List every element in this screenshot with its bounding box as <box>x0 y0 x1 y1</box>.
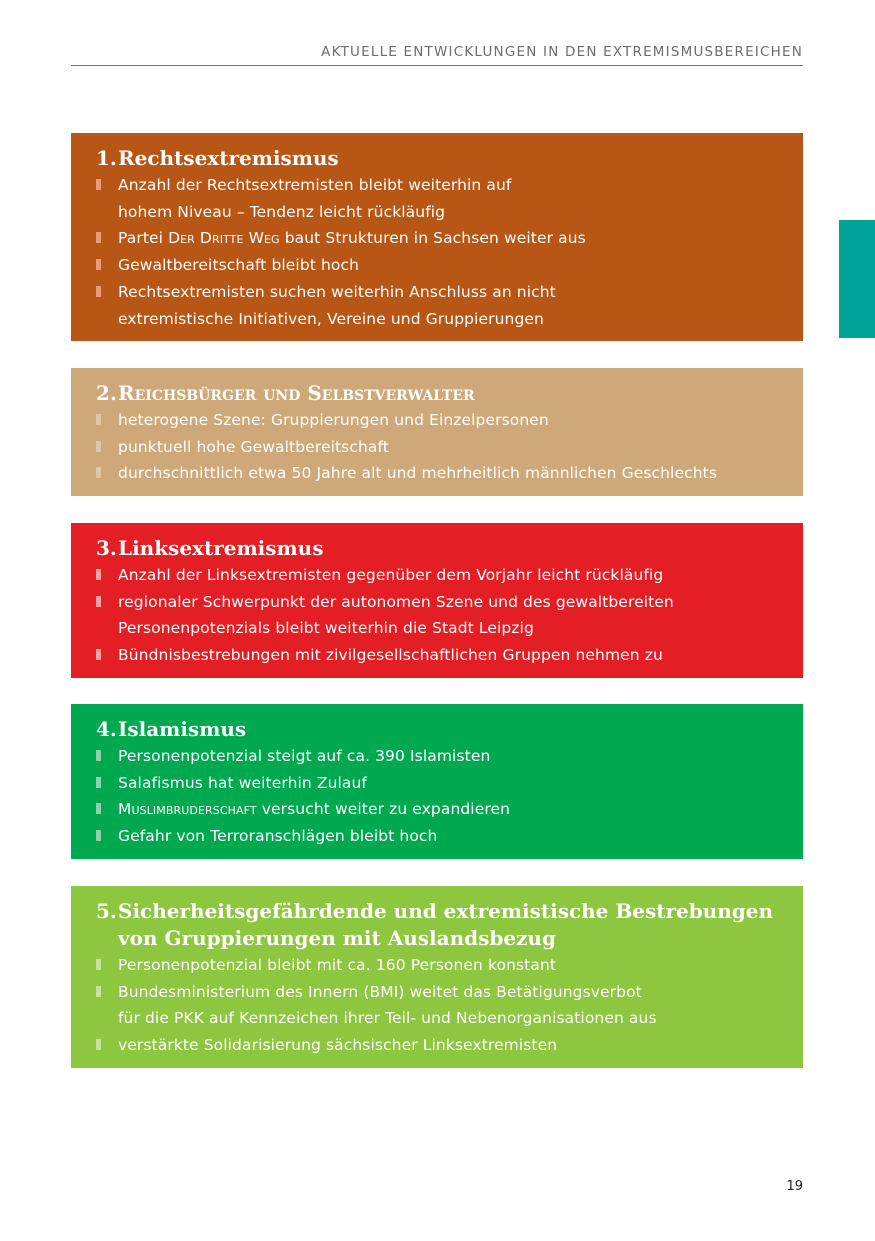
list-item <box>96 460 793 487</box>
section-title <box>96 898 793 952</box>
list-item <box>96 770 793 797</box>
bullet-icon <box>96 777 101 788</box>
bullet-icon <box>96 750 101 761</box>
section-title <box>96 535 793 562</box>
item-line: Anzahl der Rechtsextremisten bleibt weiterhin auf <box>118 176 512 194</box>
item-line: Anzahl der Linksextremisten gegenüber dem Vorjahr leicht rückläufig <box>118 566 664 584</box>
item-line: regionaler Schwerpunkt der autonomen Szene und des gewaltbereiten <box>118 592 674 611</box>
list-item <box>96 252 793 279</box>
list-item <box>96 434 793 461</box>
section-title-text <box>118 898 793 952</box>
list-item <box>96 172 793 225</box>
running-header: AKTUELLE ENTWICKLUNGEN IN DEN EXTREMISMUSBEREICHEN <box>321 44 803 60</box>
section-number: 3. <box>96 536 117 560</box>
item-line: Personenpotenzial steigt auf ca. 390 Islamisten <box>118 747 491 765</box>
bullet-icon <box>96 179 101 190</box>
list-item <box>96 562 793 589</box>
section-title-text: Linksextremismus <box>118 536 324 560</box>
list-item <box>96 1032 793 1059</box>
list-item <box>96 979 793 1032</box>
bullet-icon <box>96 414 101 425</box>
title-line: Sicherheitsgefährdende und extremistische Bestrebungen <box>118 899 774 923</box>
bullet-list <box>96 172 793 332</box>
section-rechtsextremismus <box>71 133 803 341</box>
title-line: von Gruppierungen mit Auslandsbezug <box>118 926 556 950</box>
item-text: baut Strukturen in Sachsen weiter aus <box>279 229 586 248</box>
bullet-list <box>96 743 793 850</box>
list-item <box>96 952 793 979</box>
section-title-text: Islamismus <box>118 717 247 741</box>
bullet-icon <box>96 232 101 243</box>
party-name: Der Dritte Weg <box>168 229 280 248</box>
page-number: 19 <box>786 1179 803 1194</box>
item-line: Salafismus hat weiterhin Zulauf <box>118 773 367 792</box>
section-title <box>96 380 793 407</box>
section-number: 5. <box>96 899 117 923</box>
item-line: Rechtsextremisten suchen weiterhin Anschluss an nicht <box>118 282 556 301</box>
section-number: 1. <box>96 146 117 170</box>
bullet-icon <box>96 467 101 478</box>
section-reichsbuerger <box>71 368 803 496</box>
organisation-name: Muslimbruderschaft <box>118 800 257 819</box>
bullet-icon <box>96 286 101 297</box>
section-islamismus <box>71 704 803 859</box>
item-line: Gewaltbereitschaft bleibt hoch <box>118 256 360 275</box>
list-item <box>96 642 793 669</box>
list-item <box>96 589 793 642</box>
list-item <box>96 225 793 252</box>
section-auslandsbezug <box>71 886 803 1068</box>
bullet-list <box>96 952 793 1059</box>
bullet-icon <box>96 959 101 970</box>
bullet-icon <box>96 830 101 841</box>
section-title-text: Reichsbürger und Selbstverwalter <box>118 381 475 405</box>
item-text: versucht weiter zu expandieren <box>256 800 511 819</box>
bullet-icon <box>96 803 101 814</box>
bullet-list <box>96 407 793 487</box>
item-line: heterogene Szene: Gruppierungen und Einzelpersonen <box>118 411 549 429</box>
list-item <box>96 279 793 332</box>
section-linksextremismus <box>71 523 803 678</box>
bullet-icon <box>96 986 101 997</box>
bullet-icon <box>96 569 101 580</box>
section-title <box>96 716 793 743</box>
bullet-list <box>96 562 793 669</box>
item-line: Bundesministerium des Innern (BMI) weitet das Betätigungsverbot <box>118 982 642 1001</box>
header-rule <box>71 65 803 66</box>
item-line: Gefahr von Terroranschlägen bleibt hoch <box>118 827 438 846</box>
section-number: 4. <box>96 717 117 741</box>
section-number: 2. <box>96 381 117 405</box>
bullet-icon <box>96 441 101 452</box>
section-title <box>96 145 793 172</box>
list-item <box>96 743 793 770</box>
item-line: Bündnisbestrebungen mit zivilgesellschaftlichen Gruppen nehmen zu <box>118 646 663 665</box>
item-line: verstärkte Solidarisierung sächsischer Linksextremisten <box>118 1036 558 1055</box>
item-line: punktuell hohe Gewaltbereitschaft <box>118 437 389 456</box>
item-line: für die PKK auf Kennzeichen ihrer Teil- und Nebenorganisationen aus <box>118 1009 657 1028</box>
list-item <box>96 407 793 434</box>
bullet-icon <box>96 596 101 607</box>
item-line: durchschnittlich etwa 50 Jahre alt und mehrheitlich männlichen Geschlechts <box>118 464 717 483</box>
bullet-icon <box>96 1039 101 1050</box>
item-line: Personenpotenzial bleibt mit ca. 160 Personen konstant <box>118 956 557 974</box>
bullet-icon <box>96 649 101 660</box>
list-item <box>96 796 793 823</box>
chapter-tab-marker <box>839 220 875 338</box>
item-line: Personenpotenzials bleibt weiterhin die Stadt Leipzig <box>118 619 534 638</box>
item-text: Partei <box>118 229 169 248</box>
bullet-icon <box>96 259 101 270</box>
list-item <box>96 823 793 850</box>
item-line: extremistische Initiativen, Vereine und Gruppierungen <box>118 309 544 328</box>
item-line: hohem Niveau – Tendenz leicht rückläufig <box>118 202 446 221</box>
section-title-text: Rechtsextremismus <box>118 146 339 170</box>
